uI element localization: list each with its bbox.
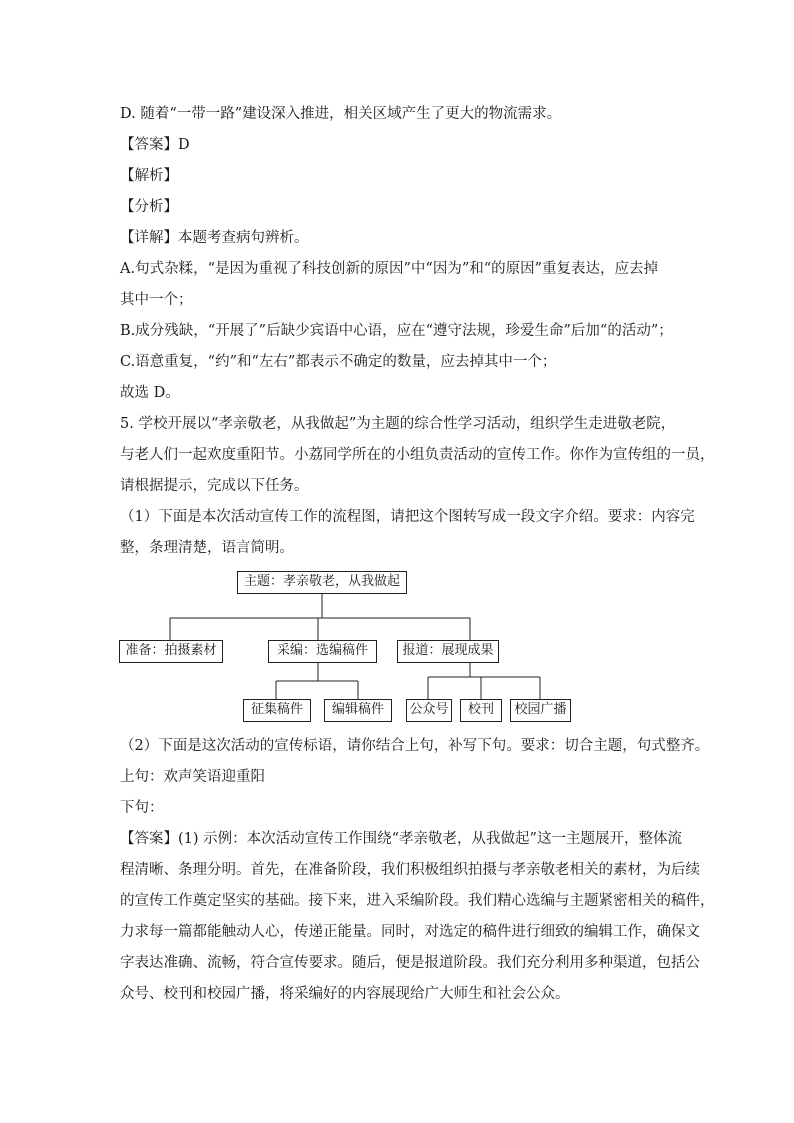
explanation-a-line2: 其中一个； <box>120 292 193 308</box>
flow-prepare-box: 准备：拍摄素材 <box>119 640 223 663</box>
flow-editwork-box: 编辑稿件 <box>324 699 392 722</box>
flow-root-box: 主题：孝亲敬老，从我做起 <box>237 571 407 594</box>
question5-line1: 5. 学校开展以“孝亲敬老，从我做起”为主题的综合性学习活动，组织学生走进敬老院， <box>120 416 676 432</box>
answer-label: 【答案】D <box>120 137 190 153</box>
explanation-a-line1: A.句式杂糅，“是因为重视了科技创新的原因”中“因为”和“的原因”重复表达，应去掉 <box>120 261 659 277</box>
option-d-text: D. 随着“一带一路”建设深入推进，相关区域产生了更大的物流需求。 <box>120 106 562 122</box>
choose-d: 故选 D。 <box>120 385 180 401</box>
answer-paragraph-line5: 字表达准确、流畅，符合宣传要求。随后，便是报道阶段。我们充分利用多种渠道，包括公 <box>120 955 700 971</box>
explanation-c: C.语意重复，“约”和“左右”都表示不确定的数量，应去掉其中一个； <box>120 354 557 370</box>
flow-edit-box: 采编：选编稿件 <box>268 640 377 663</box>
question5-line2: 与老人们一起欢度重阳节。小荔同学所在的小组负责活动的宣传工作。你作为宣传组的一员， <box>120 447 715 463</box>
answer-paragraph-line2: 程清晰、条理分明。首先，在准备阶段，我们积极组织拍摄与孝亲敬老相关的素材，为后续 <box>120 862 700 878</box>
question5-line3: 请根据提示，完成以下任务。 <box>120 478 309 494</box>
flow-collect-box: 征集稿件 <box>243 699 311 722</box>
answer-paragraph-line4: 力求每一篇都能触动人心，传递正能量。同时，对选定的稿件进行细致的编辑工作，确保文 <box>120 924 700 940</box>
lower-line-prompt: 下句： <box>120 800 164 816</box>
fenxi-heading: 【分析】 <box>120 199 178 215</box>
explanation-b: B.成分残缺，“开展了”后缺少宾语中心语，应在“遵守法规，珍爱生命”后加“的活动”； <box>120 323 673 339</box>
answer-paragraph-line6: 众号、校刊和校园广播，将采编好的内容展现给广大师生和社会公众。 <box>120 986 570 1002</box>
subquestion2: （2）下面是这次活动的宣传标语，请你结合上句，补写下句。要求：切合主题，句式整齐。 <box>120 738 710 754</box>
answer-paragraph-line3: 的宣传工作奠定坚实的基础。接下来，进入采编阶段。我们精心选编与主题紧密相关的稿件， <box>120 893 715 909</box>
answer-paragraph-line1: 【答案】(1) 示例：本次活动宣传工作围绕“孝亲敬老，从我做起”这一主题展开，整体流 <box>120 831 682 847</box>
flow-report-box: 报道：展现成果 <box>397 640 499 663</box>
flow-journal-box: 校刊 <box>460 699 502 722</box>
upper-line-prompt: 上句：欢声笑语迎重阳 <box>120 769 265 785</box>
detail-heading: 【详解】本题考查病句辨析。 <box>120 230 309 246</box>
flow-radio-box: 校园广播 <box>510 699 571 722</box>
subquestion1-line2: 整，条理清楚，语言简明。 <box>120 540 294 556</box>
flow-wechat-box: 公众号 <box>406 699 452 722</box>
subquestion1-line1: （1）下面是本次活动宣传工作的流程图，请把这个图转写成一段文字介绍。要求：内容完 <box>120 509 695 525</box>
analysis-heading: 【解析】 <box>120 168 178 184</box>
